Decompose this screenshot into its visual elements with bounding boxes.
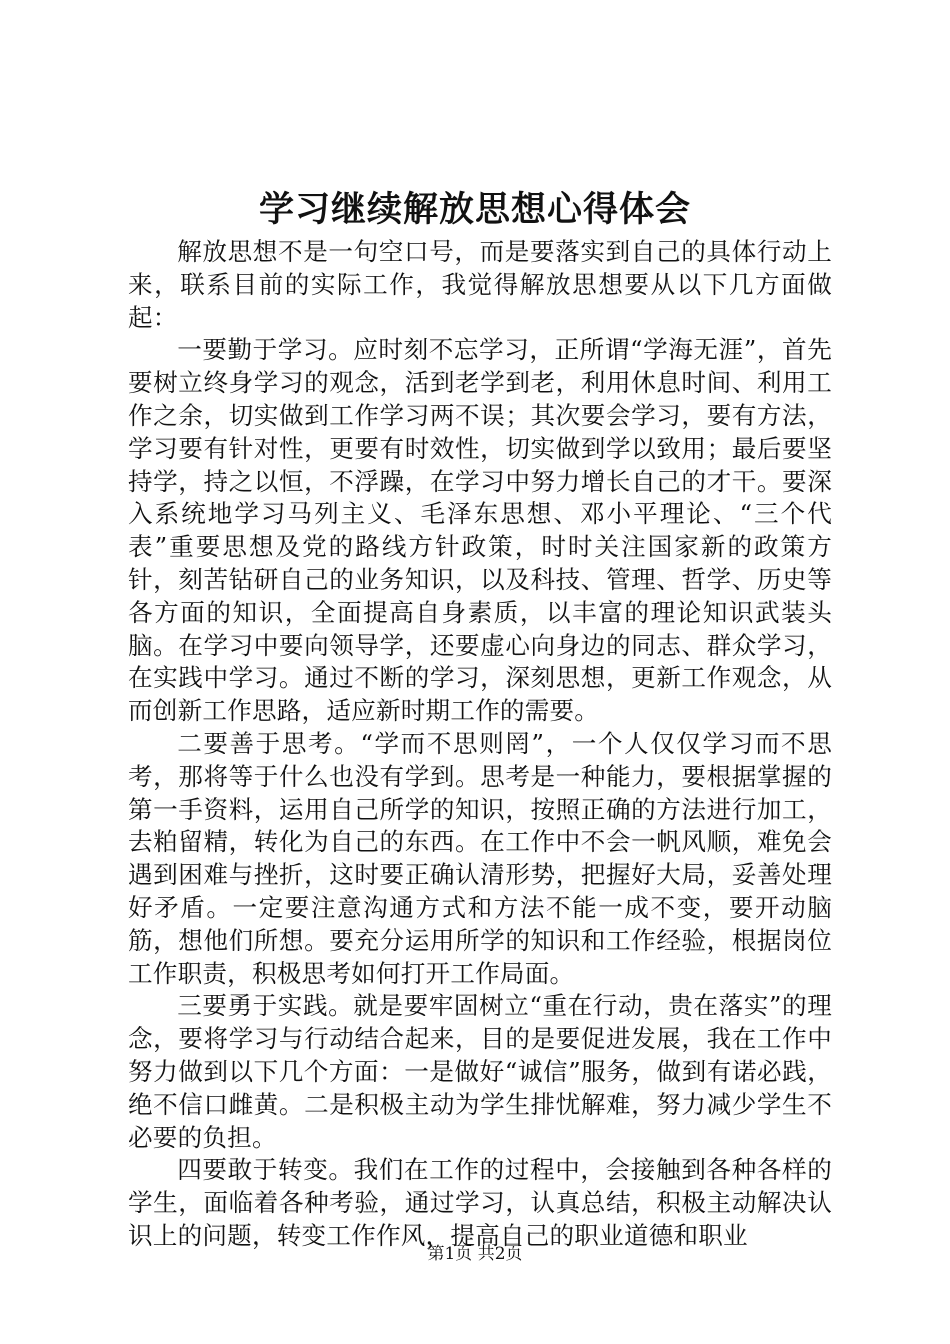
paragraph-practice: 三要勇于实践。就是要牢固树立“重在行动，贵在落实”的理念，要将学习与行动结合起来，目的是要促进发展，我在工作中努力做到以下几个方面：一是做好“诚信”服务，做到有诺必践，绝不信口雌黄。二是积极主动为学生排忧解难，努力减少学生不必要的负担。 xyxy=(128,991,832,1152)
document-title: 学习继续解放思想心得体会 xyxy=(258,189,691,230)
page-footer: 第1页 共2页 xyxy=(427,1244,523,1264)
paragraph-change: 四要敢于转变。我们在工作的过程中，会接触到各种各样的学生，面临着各种考验，通过学习，认真总结，积极主动解决认识上的问题，转变工作作风，提高自己的职业道德和职业 xyxy=(128,1155,832,1250)
paragraph-think: 二要善于思考。“学而不思则罔”，一个人仅仅学习而不思考，那将等于什么也没有学到。思考是一种能力，要根据掌握的第一手资料，运用自己所学的知识，按照正确的方法进行加工，去粕留精，转化为自己的东西。在工作中不会一帆风顺，难免会遇到困难与挫折，这时要正确认清形势，把握好大局，妥善处理好矛盾。一定要注意沟通方式和方法不能一成不变，要开动脑筋，想他们所想。要充分运用所学的知识和工作经验，根据岗位工作职责，积极思考如何打开工作局面。 xyxy=(128,728,832,988)
document-body xyxy=(128,236,832,1253)
paragraph-study: 一要勤于学习。应时刻不忘学习，正所谓“学海无涯”，首先要树立终身学习的观念，活到老学到老，利用休息时间、利用工作之余，切实做到工作学习两不误；其次要会学习，要有方法，学习要有针对性，更要有时效性，切实做到学以致用；最后要坚持学，持之以恒，不浮躁，在学习中努力增长自己的才干。要深入系统地学习马列主义、毛泽东思想、邓小平理论、“三个代表”重要思想及党的路线方针政策，时时关注国家新的政策方针，刻苦钻研自己的业务知识，以及科技、管理、哲学、历史等各方面的知识，全面提高自身素质，以丰富的理论知识武装头脑。在学习中要向领导学，还要虚心向身边的同志、群众学习，在实践中学习。通过不断的学习，深刻思想，更新工作观念，从而创新工作思路，适应新时期工作的需要。 xyxy=(128,335,832,726)
paragraph-intro: 解放思想不是一句空口号，而是要落实到自己的具体行动上来，联系目前的实际工作，我觉得解放思想要从以下几方面做起： xyxy=(128,237,832,332)
